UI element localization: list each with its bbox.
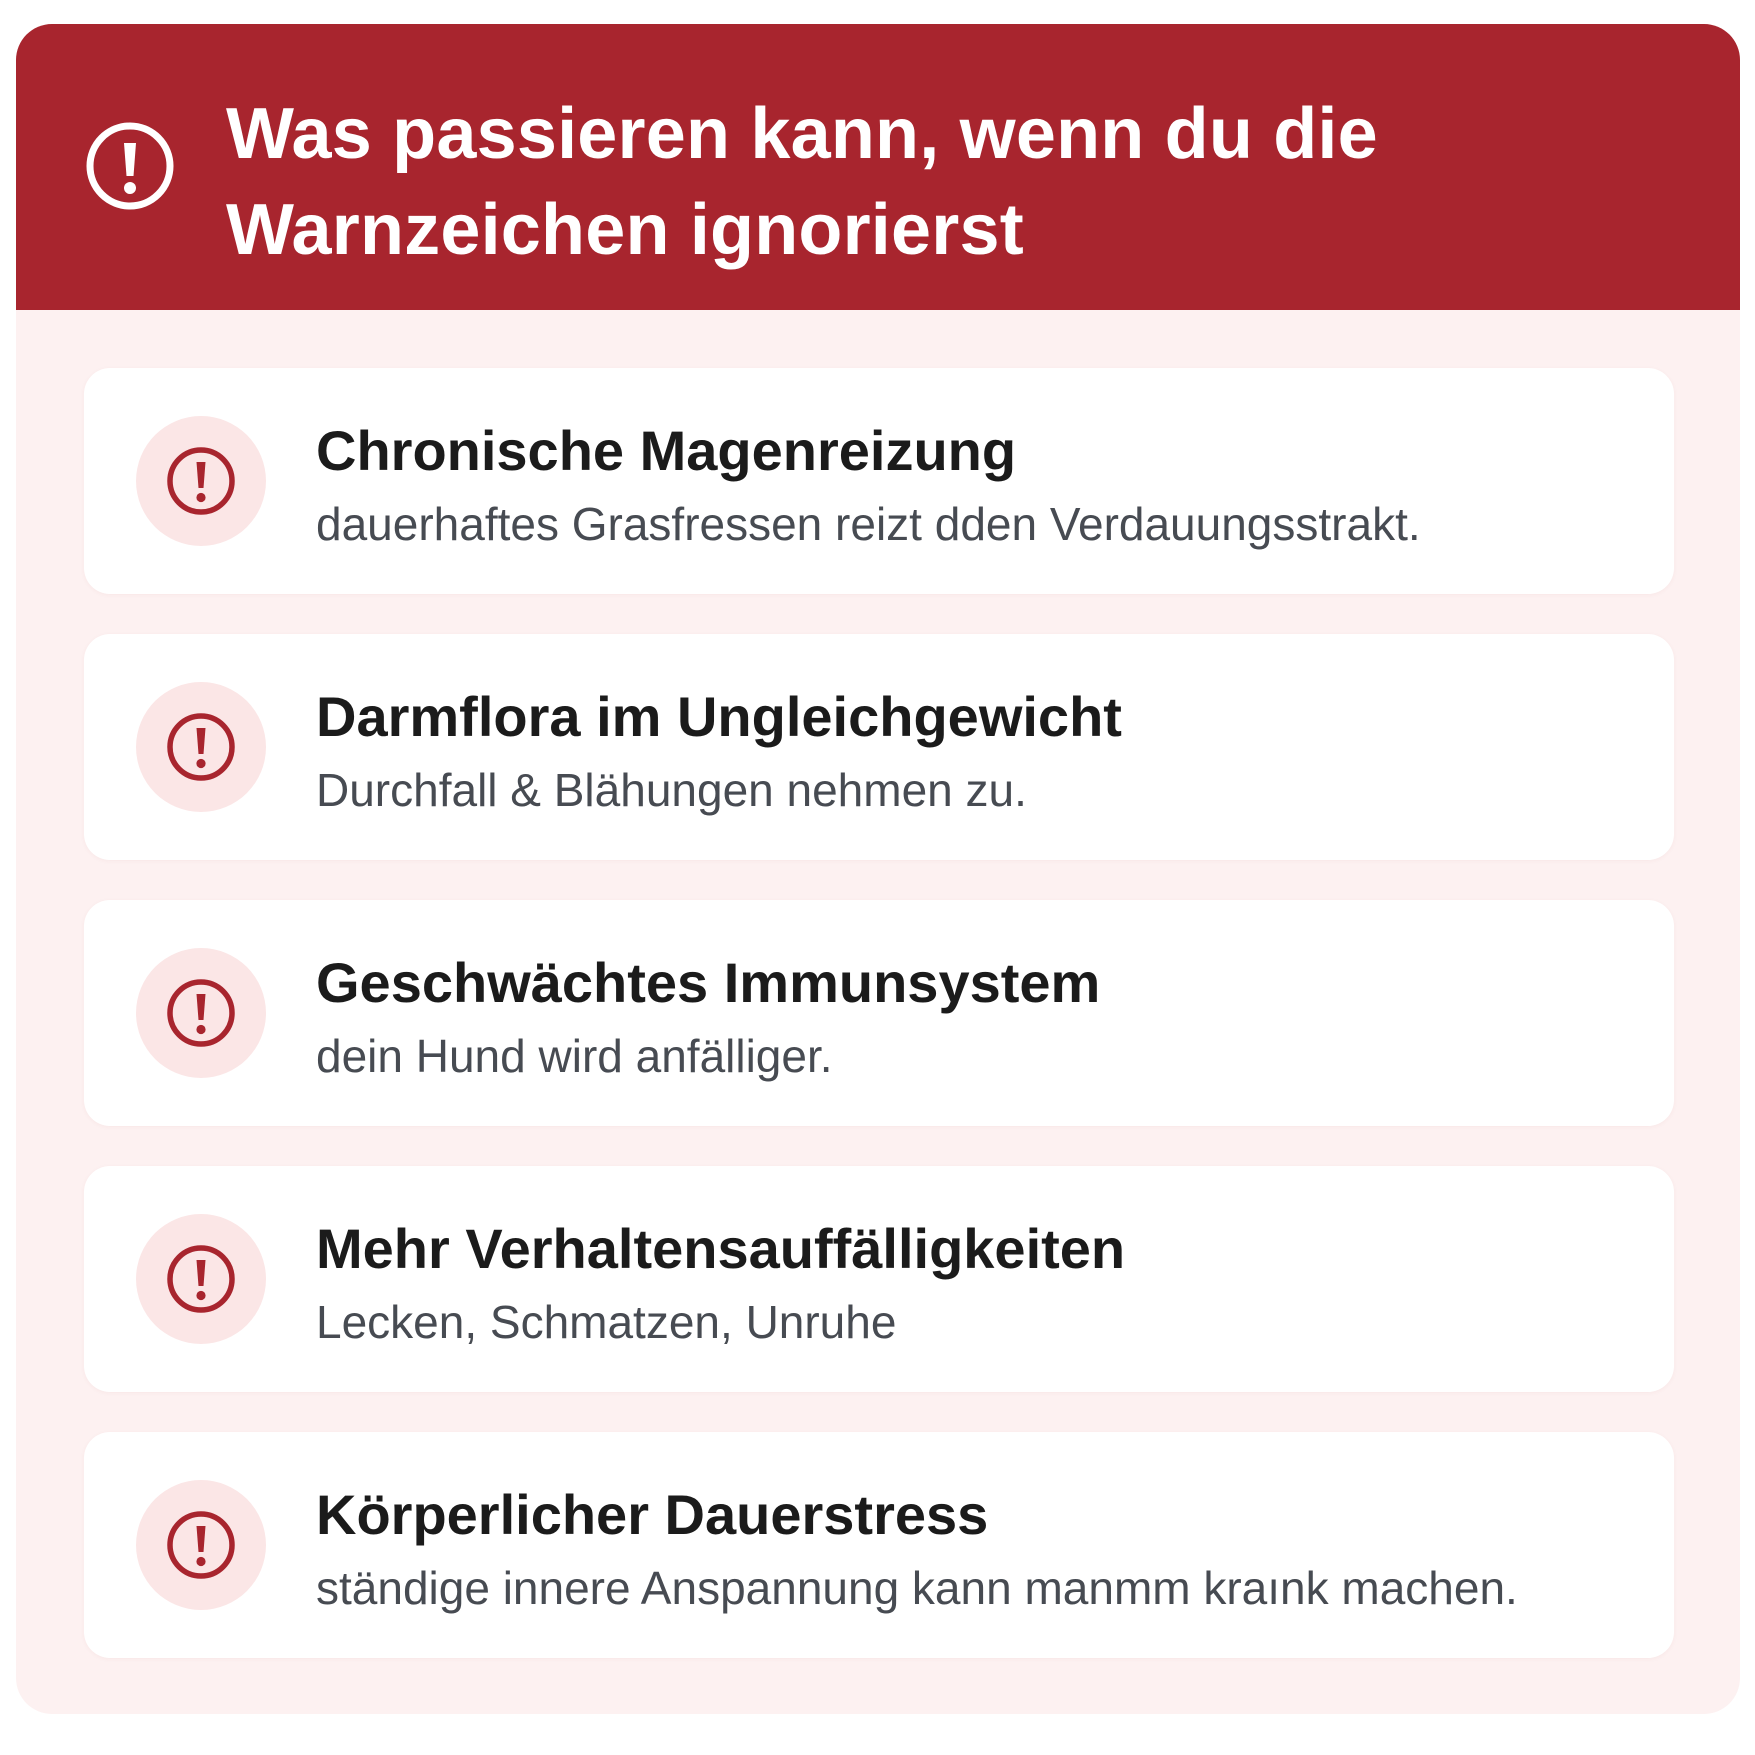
item-title: Körperlicher Dauerstress: [316, 1483, 989, 1546]
page-title: Was passieren kann, wenn du die Warnzeichen ignorierst: [226, 94, 1378, 270]
list-item: [84, 900, 1674, 1126]
list-item: [84, 1432, 1674, 1658]
icon-circle: [136, 1214, 266, 1344]
exclamation-circle-icon: [84, 120, 176, 212]
item-description: dauerhaftes Grasfressen reizt dden Verdauungsstrakt.: [316, 498, 1421, 550]
warning-card: [16, 24, 1740, 1714]
exclamation-circle-icon: [165, 1243, 237, 1315]
item-description: dein Hund wird anfälliger.: [316, 1030, 833, 1082]
item-title: Geschwächtes Immunsystem: [316, 951, 1101, 1014]
list-item: [84, 634, 1674, 860]
item-title: Darmflora im Ungleichgewicht: [316, 685, 1122, 748]
icon-circle: [136, 948, 266, 1078]
item-description: Durchfall & Blähungen nehmen zu.: [316, 764, 1027, 816]
list-item: [84, 1166, 1674, 1392]
exclamation-circle-icon: [165, 1509, 237, 1581]
exclamation-circle-icon: [165, 445, 237, 517]
item-description: Lecken, Schmatzen, Unruhe: [316, 1296, 897, 1348]
card-header: [16, 24, 1740, 310]
icon-circle: [136, 682, 266, 812]
exclamation-circle-icon: [165, 711, 237, 783]
exclamation-circle-icon: [165, 977, 237, 1049]
list-item: [84, 368, 1674, 594]
icon-circle: [136, 1480, 266, 1610]
icon-circle: [136, 416, 266, 546]
item-description: ständige innere Anspannung kann manmm kraınk machen.: [316, 1562, 1518, 1614]
item-title: Mehr Verhaltensauffälligkeiten: [316, 1217, 1126, 1280]
item-title: Chronische Magenreizung: [316, 419, 1017, 482]
warning-list: [84, 368, 1674, 1698]
